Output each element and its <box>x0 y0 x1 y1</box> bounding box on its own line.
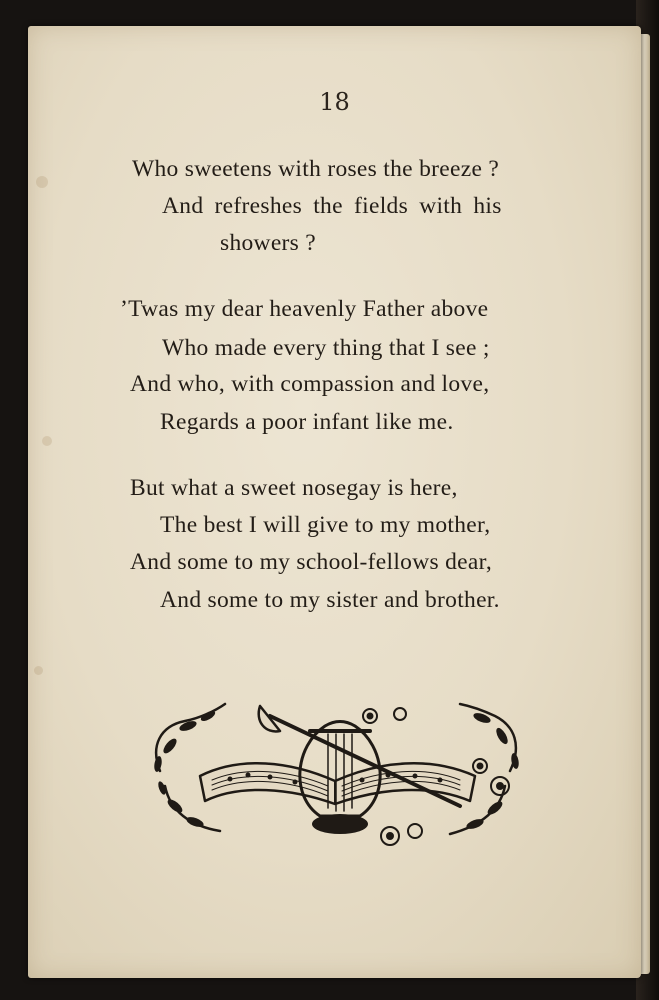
poem-line: ’Twas my dear heavenly Father above <box>120 296 489 322</box>
poem-line: And some to my school-fellows dear, <box>130 549 492 575</box>
poem-line: Regards a poor infant like me. <box>160 409 454 435</box>
paper-stain <box>34 666 43 675</box>
poem-line: But what a sweet nosegay is here, <box>130 475 458 501</box>
paper-stain <box>42 436 52 446</box>
poem-line: And who, with compassion and love, <box>130 371 490 397</box>
paper-stain <box>36 176 48 188</box>
poem-line: And some to my sister and brother. <box>160 587 500 613</box>
poem-line: Who made every thing that I see ; <box>162 335 490 361</box>
poem-line: Who sweetens with roses the breeze ? <box>132 156 500 182</box>
poem-line: The best I will give to my mother, <box>160 512 491 538</box>
lyre-trumpet-music-wreath-icon <box>130 676 540 846</box>
page-number: 18 <box>319 88 350 116</box>
poem-line: showers ? <box>220 230 317 256</box>
poem-line: And refreshes the fields with his <box>162 193 502 219</box>
